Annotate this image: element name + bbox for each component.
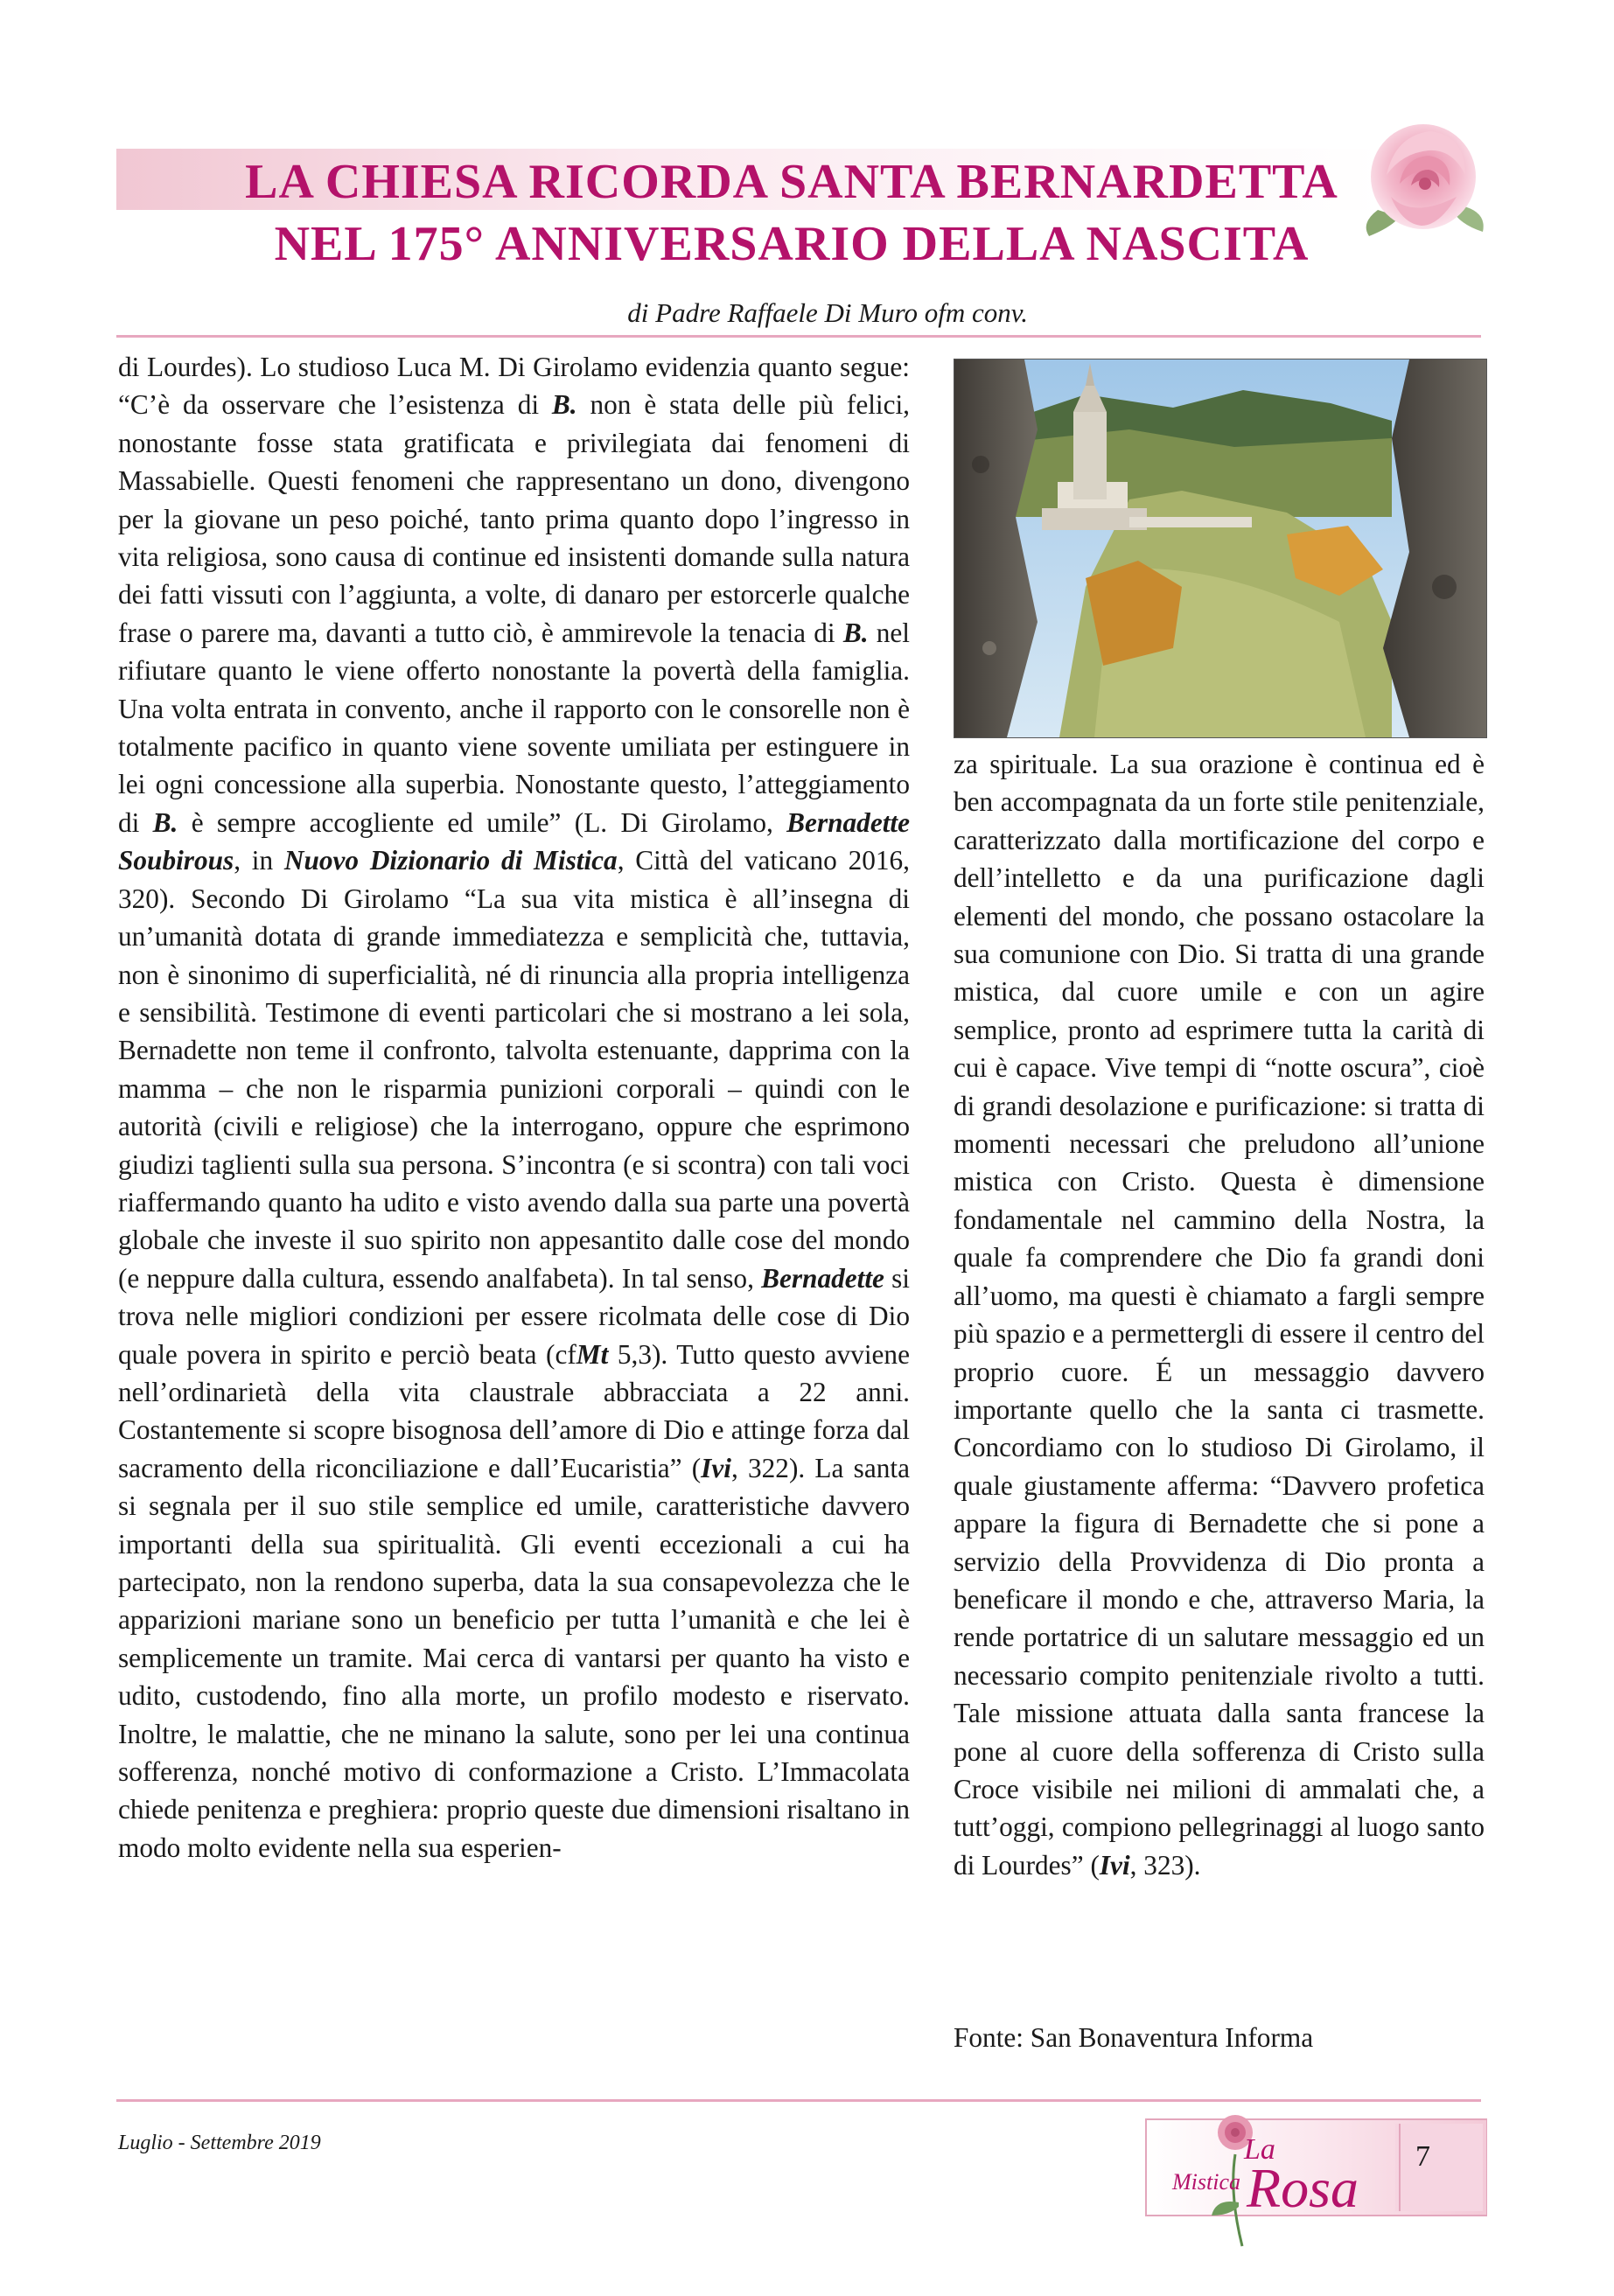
source-credit: Fonte: San Bonaventura Informa: [954, 2022, 1314, 2053]
svg-text:Rosa: Rosa: [1247, 2157, 1359, 2219]
byline: di Padre Raffaele Di Muro ofm conv.: [627, 297, 1028, 328]
article-text-right: za spirituale. La sua orazione è continua ed è ben accompagnata da un forte stile penitenziale, caratterizzato dalla mortificazione del corpo e dell’intelletto e da una purificazione dagli elementi del mondo, che possano ostacolare la sua comunione con Dio. Si tratta di una grande mistica, dal cuore umile e con un agire semplice, pronto ad esprimere tutta la carità di cui è capace. Vive tempi di “notte oscura”, cioè di grandi desolazione e purificazione: si tratta di momenti necessari che preludono all’unione mistica con Cristo. Questa è dimensione fondamentale nel cammino della Nostra, la quale fa comprendere che Dio fa grandi doni all’uomo, ma questi è chiamato a fargli sempre più spazio e a permettergli di essere il centro del proprio cuore. É un messaggio davvero importante quello che la santa ci trasmette. Concordiamo con lo studioso Di Girolamo, il quale giustamente afferma: “Davvero profetica appare la figura di Bernadette che si pone a servizio della Provvidenza di Dio pronta a beneficare il mondo e che, attraverso Maria, la rende portatrice di un salutare messaggio ed un necessario compito penitenziale rivolto a tutti. Tale missione attuata dalla santa francese la pone al cuore della sofferenza di Cristo sulla Croce visibile nei milioni di ammalati che, a tutt’oggi, compiono pellegrinaggi al luogo santo di Lourdes” (Ivi, 323).: [954, 749, 1485, 1881]
lourdes-photo: [954, 359, 1487, 738]
issue-date: Luglio - Settembre 2019: [118, 2132, 321, 2154]
rose-icon: [1352, 114, 1496, 245]
article-column-right: [954, 745, 1485, 1884]
svg-text:La: La: [1244, 2133, 1275, 2166]
article-text-left: di Lourdes). Lo studioso Luca M. Di Girolamo evidenzia quanto segue: “C’è da osservare che l’esistenza di B. non è stata delle più felici, nonostante fosse stata gratificata e privilegiata dai fenomeni di Massabielle. Questi fenomeni che rappresentano un dono, divengono per la giovane un peso poiché, tanto prima quanto dopo l’ingresso in vita religiosa, sono causa di continue ed insistenti domande sulla natura dei fatti vissuti con l’aggiunta, a volte, di danaro per estorcerle qualche frase o parere ma, davanti a tutto ciò, è ammirevole la tenacia di B. nel rifiutare quanto le viene offerto nonostante la povertà della famiglia. Una volta entrata in convento, anche il rapporto con le consorelle non è totalmente pacifico in quanto viene sovente umiliata per estinguere in lei ogni concessione alla superbia. Nonostante questo, l’atteggiamento di B. è sempre accogliente ed umile” (L. Di Girolamo, Bernadette Soubirous, in Nuovo Dizionario di Mistica, Città del vaticano 2016, 320). Secondo Di Girolamo “La sua vita mistica è all’insegna di un’umanità dotata di grande immediatezza e semplicità che, tuttavia, non è sinonimo di superficialità, né di rinuncia alla propria intelligenza e sensibilità. Testimone di eventi particolari che si mostrano a lei sola, Bernadette non teme il confronto, talvolta estenuante, dapprima con la mamma – che non le risparmia punizioni corporali – quindi con le autorità (civili e religiose) che la interrogano, oppure che esprimono giudizi taglienti sulla sua persona. S’incontra (e si scontra) con tali voci riaffermando quanto ha udito e visto avendo dalla sua parte una povertà globale che investe il suo spirito non appesantito dalle cose del mondo (e neppure dalla cultura, essendo analfabeta). In tal senso, Bernadette si trova nelle migliori condizioni per essere ricolmata delle cose di Dio quale povera in spirito e perciò beata (cfMt 5,3). Tutto questo avviene nell’ordinarietà della vita claustrale abbracciata a 22 anni. Costantemente si scopre bisognosa dell’amore di Dio e attinge forza dal sacramento della riconciliazione e dall’Eucaristia” (Ivi, 322). La santa si segnala per il suo stile semplice ed umile, caratteristiche davvero importanti della sua spiritualità. Gli eventi eccezionali a cui ha partecipato, non la rendono superba, data la sua consapevolezza che le apparizioni mariane sono un beneficio per tutta l’umanità e che lei è semplicemente un tramite. Mai cerca di vantarsi per quanto ha visto e udito, custodendo, fino alla morte, un profilo modesto e riservato. Inoltre, le malattie, che ne minano la salute, sono per lei una continua sofferenza, nonché motivo di conformazione a Cristo. L’Immacolata chiede penitenza e preghiera: proprio queste due dimensioni risaltano in modo molto evidente nella sua esperien-: [118, 352, 911, 1863]
article-title-line-1: LA CHIESA RICORDA SANTA BERNARDETTA: [245, 155, 1338, 209]
article-column-left: [118, 348, 910, 1867]
header-divider: [116, 335, 1481, 338]
svg-text:Mistica: Mistica: [1172, 2169, 1240, 2195]
footer-divider: [116, 2099, 1481, 2102]
magazine-logo: [1085, 2106, 1487, 2259]
page-number: 7: [1415, 2140, 1430, 2173]
article-title-line-2: NEL 175° ANNIVERSARIO DELLA NASCITA: [274, 217, 1310, 271]
